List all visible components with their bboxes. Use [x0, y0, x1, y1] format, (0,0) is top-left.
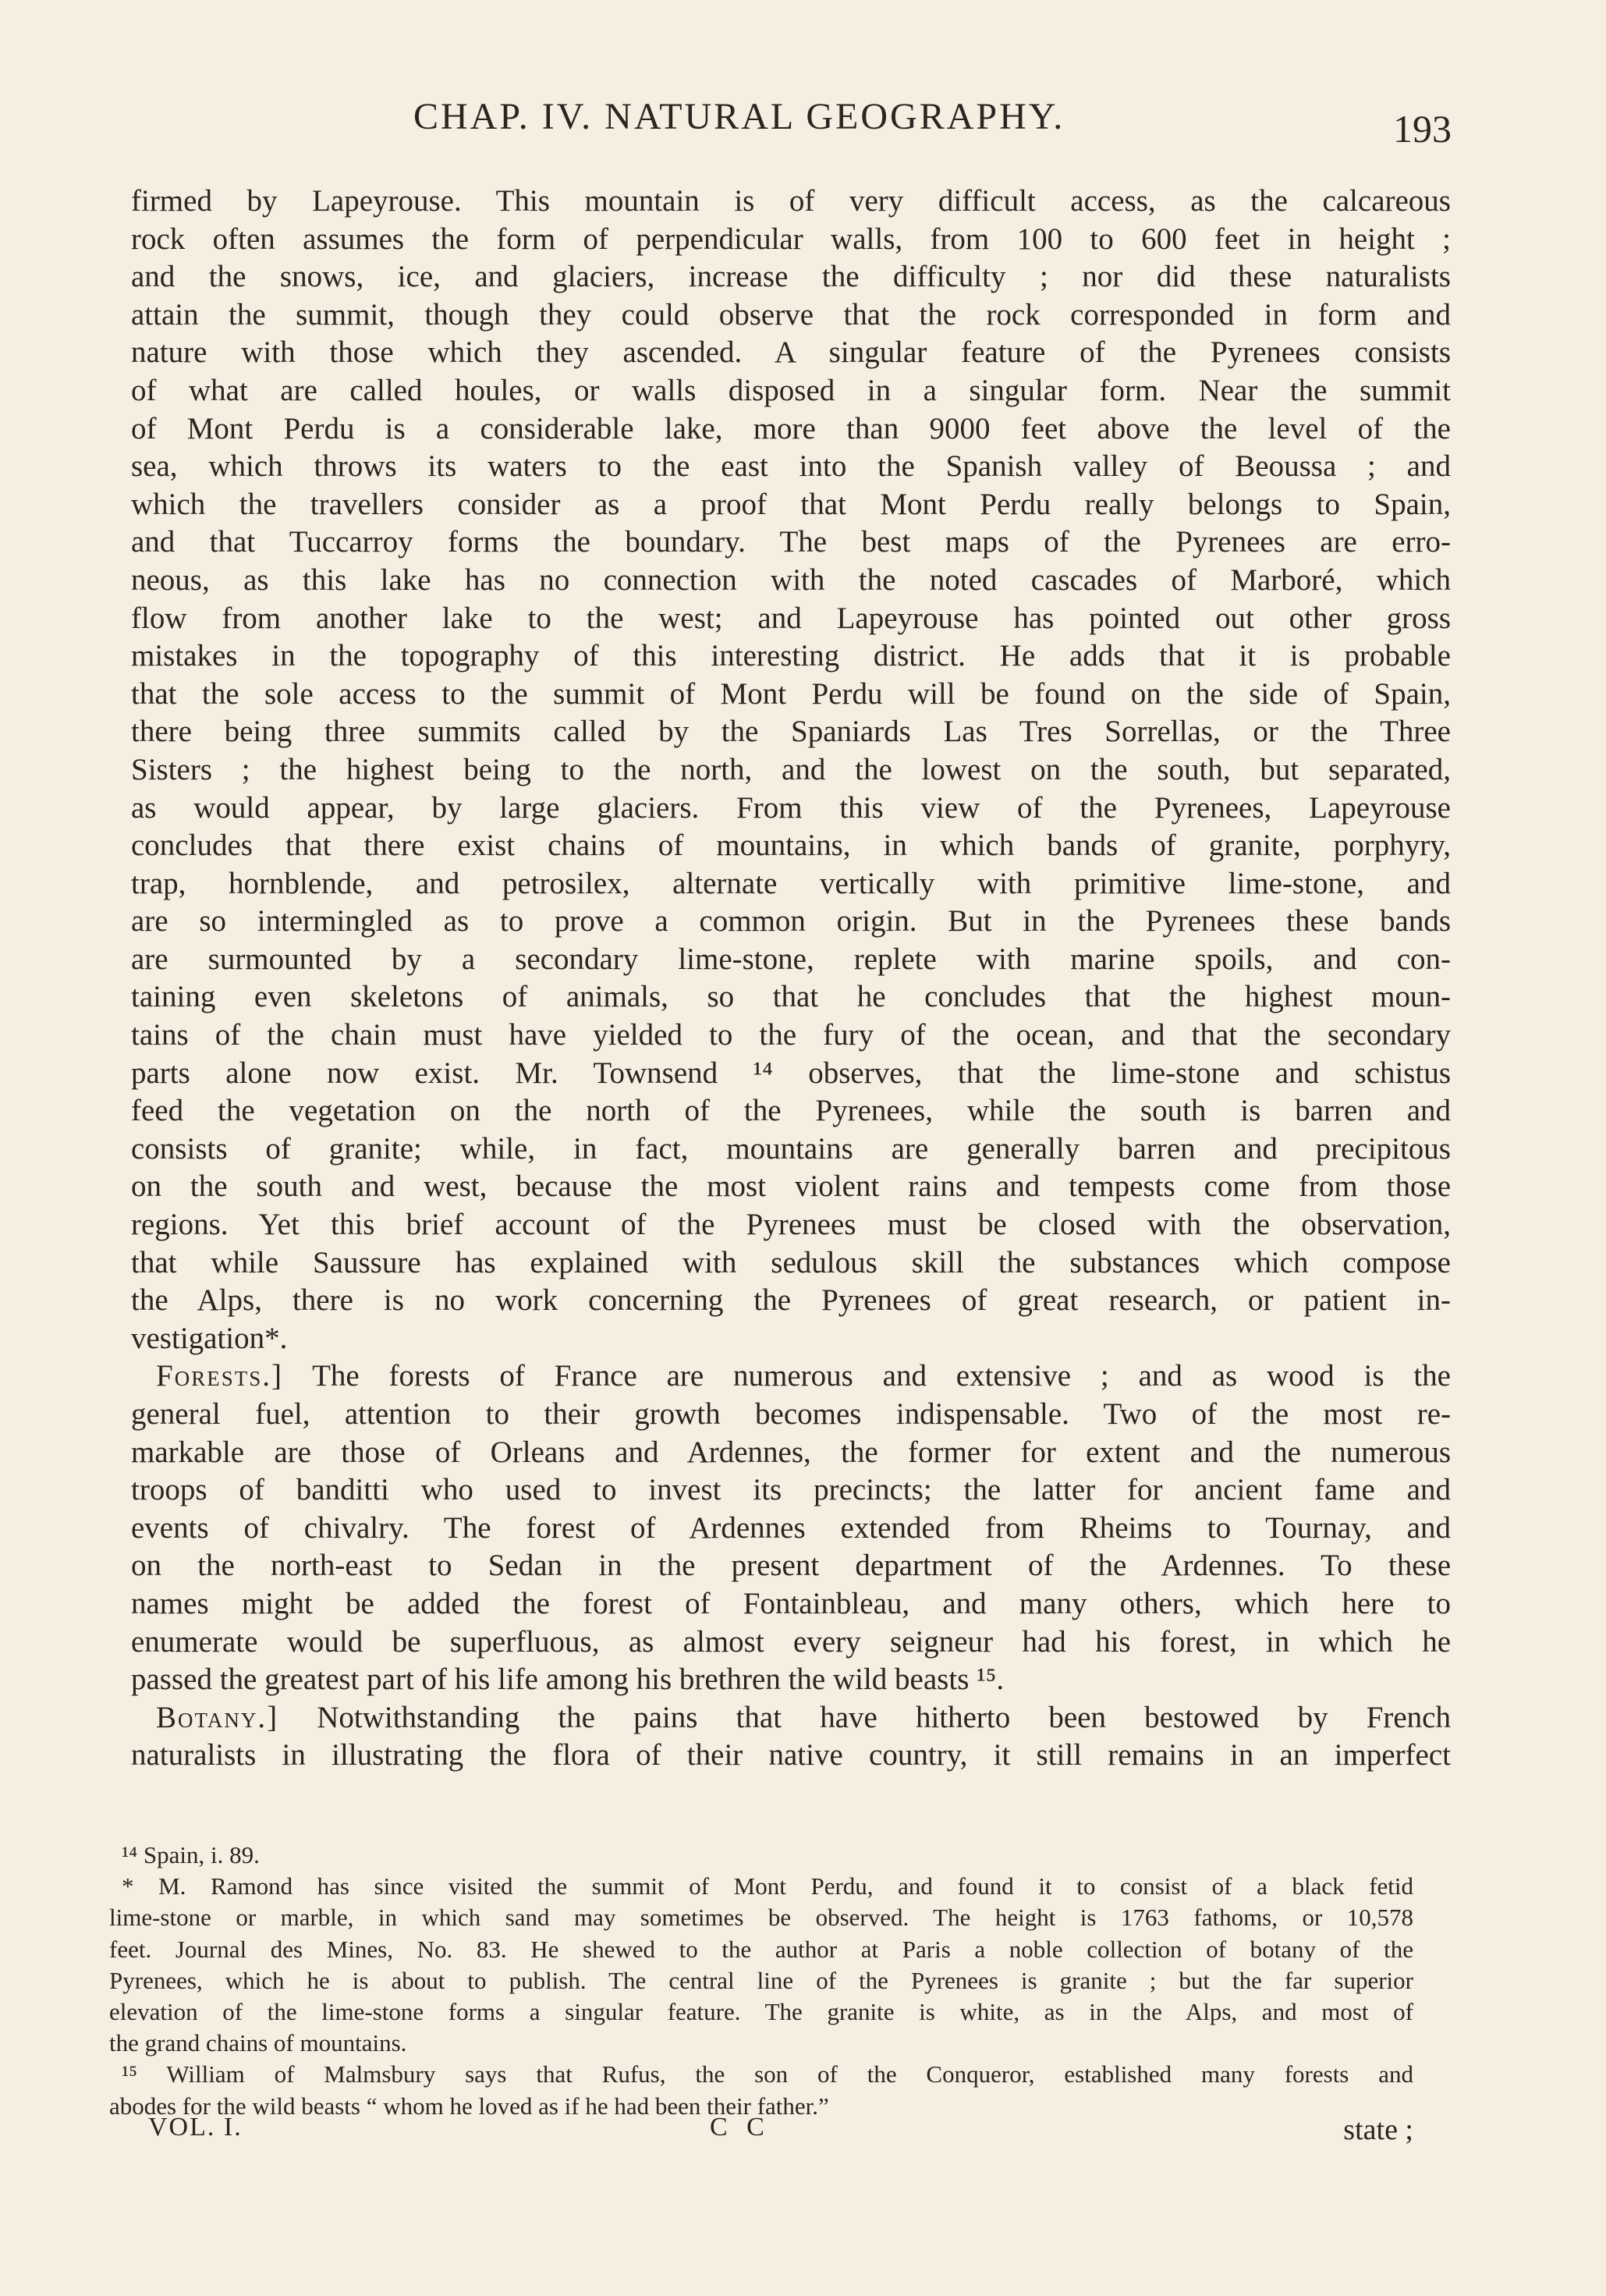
footnote-line: ¹⁵ William of Malmsbury says that Rufus, the son of the Conqueror, established many forests and — [122, 2060, 1413, 2088]
footnote-line: * M. Ramond has since visited the summit of Mont Perdu, and found it to consist of a black fetid — [122, 1872, 1413, 1900]
body-line: attain the summit, though they could observe that the rock corresponded in form and — [131, 297, 1451, 332]
footnote-line: abodes for the wild beasts “ whom he loved as if he had been their father.” — [109, 2092, 829, 2120]
body-line: parts alone now exist. Mr. Townsend ¹⁴ observes, that the lime-stone and schistus — [131, 1056, 1451, 1090]
footnote-line: ¹⁴ Spain, i. 89. — [122, 1841, 260, 1868]
body-line: tains of the chain must have yielded to the fury of the ocean, and that the secondary — [131, 1018, 1451, 1052]
body-line: mistakes in the topography of this interesting district. He adds that it is probable — [131, 639, 1451, 673]
catchword: state ; — [1343, 2113, 1413, 2146]
signature-mark: C C — [710, 2113, 771, 2142]
running-head: CHAP. IV. NATURAL GEOGRAPHY. — [413, 96, 1065, 137]
botany-heading: Botany.] — [156, 1700, 279, 1734]
body-line: flow from another lake to the west; and Lapeyrouse has pointed out other gross — [131, 601, 1451, 635]
footnote-line: feet. Journal des Mines, No. 83. He shewed to the author at Paris a noble collection of botany of the — [109, 1935, 1413, 1963]
body-line: enumerate would be superfluous, as almost every seigneur had his forest, in which he — [131, 1624, 1451, 1659]
body-line: and the snows, ice, and glaciers, increase the difficulty ; nor did these naturalists — [131, 260, 1451, 294]
body-line: of Mont Perdu is a considerable lake, more than 9000 feet above the level of the — [131, 411, 1451, 445]
body-line: general fuel, attention to their growth becomes indispensable. Two of the most re- — [131, 1397, 1451, 1431]
body-line: that the sole access to the summit of Mont Perdu will be found on the side of Spain, — [131, 676, 1451, 711]
page-number: 193 — [1393, 107, 1452, 151]
body-line: firmed by Lapeyrouse. This mountain is of very difficult access, as the calcareous — [131, 184, 1451, 218]
botany-paragraph-first-line — [131, 1699, 1451, 1737]
volume-label: VOL. I. — [148, 2113, 243, 2142]
body-line: feed the vegetation on the north of the Pyrenees, while the south is barren and — [131, 1094, 1451, 1128]
body-line: and that Tuccarroy forms the boundary. The best maps of the Pyrenees are erro- — [131, 525, 1451, 559]
body-line: The forests of France are numerous and extensive ; and as wood is the — [312, 1359, 1451, 1393]
body-line: regions. Yet this brief account of the Pyrenees must be closed with the observation, — [131, 1208, 1451, 1242]
body-line: taining even skeletons of animals, so that he concludes that the highest moun- — [131, 980, 1451, 1014]
footnote-line: the grand chains of mountains. — [109, 2029, 407, 2057]
body-line: passed the greatest part of his life among his brethren the wild beasts ¹⁵. — [131, 1663, 1005, 1697]
body-line: are surmounted by a secondary lime-stone, replete with marine spoils, and con- — [131, 942, 1451, 976]
signature-row — [109, 2113, 1413, 2152]
footnotes — [109, 1840, 1413, 2122]
body-line: trap, hornblende, and petrosilex, alternate vertically with primitive lime-stone, and — [131, 866, 1451, 900]
body-line: consists of granite; while, in fact, mountains are generally barren and precipitous — [131, 1131, 1451, 1166]
body-line: names might be added the forest of Fontainbleau, and many others, which here to — [131, 1586, 1451, 1620]
body-line: concludes that there exist chains of mountains, in which bands of granite, porphyry, — [131, 829, 1451, 863]
body-line: events of chivalry. The forest of Ardennes extended from Rheims to Tournay, and — [131, 1510, 1451, 1545]
body-text — [131, 183, 1451, 1775]
footnote-line: Pyrenees, which he is about to publish. The central line of the Pyrenees is granite ; but the far superior — [109, 1966, 1413, 1994]
body-line: as would appear, by large glaciers. From this view of the Pyrenees, Lapeyrouse — [131, 790, 1451, 825]
body-line: of what are called houles, or walls disposed in a singular form. Near the summit — [131, 373, 1451, 407]
body-line: sea, which throws its waters to the east into the Spanish valley of Beoussa ; and — [131, 449, 1451, 484]
body-line: that while Saussure has explained with sedulous skill the substances which compose — [131, 1245, 1451, 1279]
body-line: which the travellers consider as a proof that Mont Perdu really belongs to Spain, — [131, 487, 1451, 521]
footnote-line: elevation of the lime-stone forms a singular feature. The granite is white, as in the Alps, and most of — [109, 1997, 1413, 2025]
body-line: vestigation*. — [131, 1321, 288, 1355]
footnote-line: lime-stone or marble, in which sand may sometimes be observed. The height is 1763 fathoms, or 10,578 — [109, 1904, 1413, 1932]
body-line: Sisters ; the highest being to the north, and the lowest on the south, but separated, — [131, 752, 1451, 786]
forests-heading: Forests.] — [156, 1359, 283, 1393]
body-line: troops of banditti who used to invest its precincts; the latter for ancient fame and — [131, 1473, 1451, 1507]
body-line: markable are those of Orleans and Ardennes, the former for extent and the numerous — [131, 1435, 1451, 1469]
body-line: nature with those which they ascended. A singular feature of the Pyrenees consists — [131, 335, 1451, 370]
body-line: rock often assumes the form of perpendicular walls, from 100 to 600 feet in height ; — [131, 222, 1451, 256]
body-line: on the north-east to Sedan in the present department of the Ardennes. To these — [131, 1549, 1451, 1583]
body-line: are so intermingled as to prove a common origin. But in the Pyrenees these bands — [131, 904, 1451, 939]
body-line: naturalists in illustrating the flora of their native country, it still remains in an imperfect — [131, 1738, 1451, 1773]
body-line: neous, as this lake has no connection with the noted cascades of Marboré, which — [131, 562, 1451, 597]
forests-paragraph-first-line — [131, 1357, 1451, 1396]
body-line: the Alps, there is no work concerning the Pyrenees of great research, or patient in- — [131, 1283, 1451, 1318]
body-line: there being three summits called by the Spaniards Las Tres Sorrellas, or the Three — [131, 715, 1451, 749]
body-line: on the south and west, because the most violent rains and tempests come from those — [131, 1169, 1451, 1204]
body-line: Notwithstanding the pains that have hitherto been bestowed by French — [317, 1700, 1451, 1734]
